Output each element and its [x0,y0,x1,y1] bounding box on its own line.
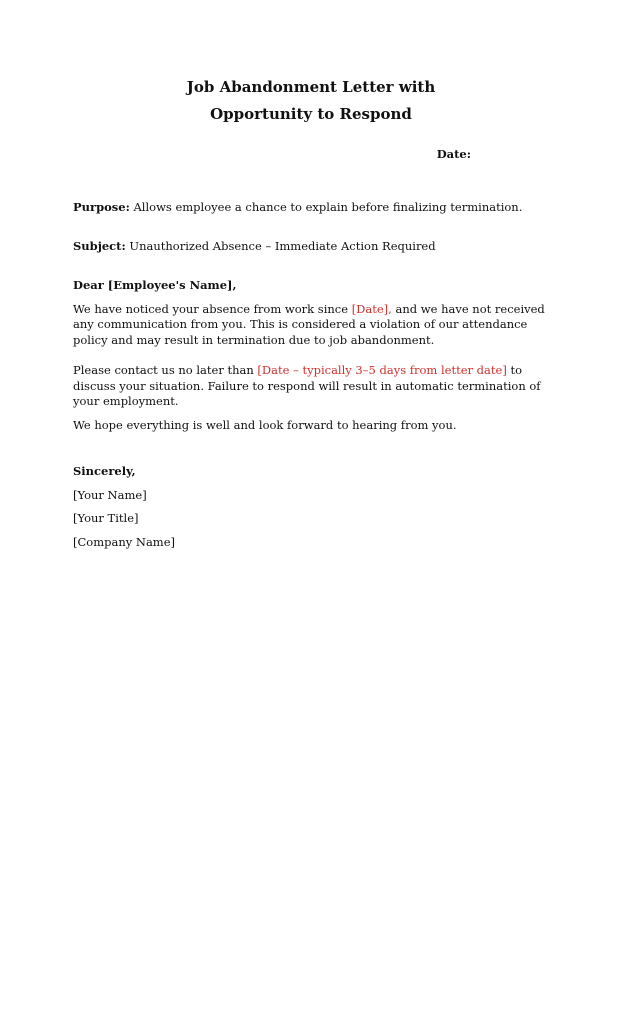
body-paragraph-2 [73,363,549,410]
body1-part2: and we have not received any communication from you. This is considered a violation of our attendance policy and may result in termination due to job abandonment. [73,301,545,347]
body-paragraph-1 [73,302,549,349]
subject-line [73,239,549,255]
signature-company: [Company Name] [73,534,176,549]
subject-label: Subject: [73,238,126,253]
title-line-2: Opportunity to Respond [210,105,412,123]
signature-name: [Your Name] [73,487,147,502]
subject-text: Unauthorized Absence – Immediate Action Required [125,238,436,253]
body2-part1: Please contact us no later than [73,363,258,377]
body-paragraph-3: We hope everything is well and look forward to hearing from you. [73,417,457,432]
signature-title: [Your Title] [73,511,139,525]
date-placeholder: [Date], [351,301,392,316]
title-line-1: Job Abandonment Letter with [186,78,436,96]
closing: Sincerely, [73,464,136,478]
salutation: Dear [Employee's Name], [73,278,237,292]
body2-part2: to discuss your situation. Failure to respond will result in automatic termination of your employment. [73,363,541,408]
date-label: Date: [436,147,471,161]
body1-part1: We have noticed your absence from work since [73,301,352,316]
purpose-line [73,200,549,216]
purpose-text: Allows employee a chance to explain before finalizing termination. [129,200,523,214]
letter-title [73,74,549,128]
purpose-label: Purpose: [73,200,130,214]
deadline-placeholder: [Date – typically 3–5 days from letter date] [257,363,507,377]
